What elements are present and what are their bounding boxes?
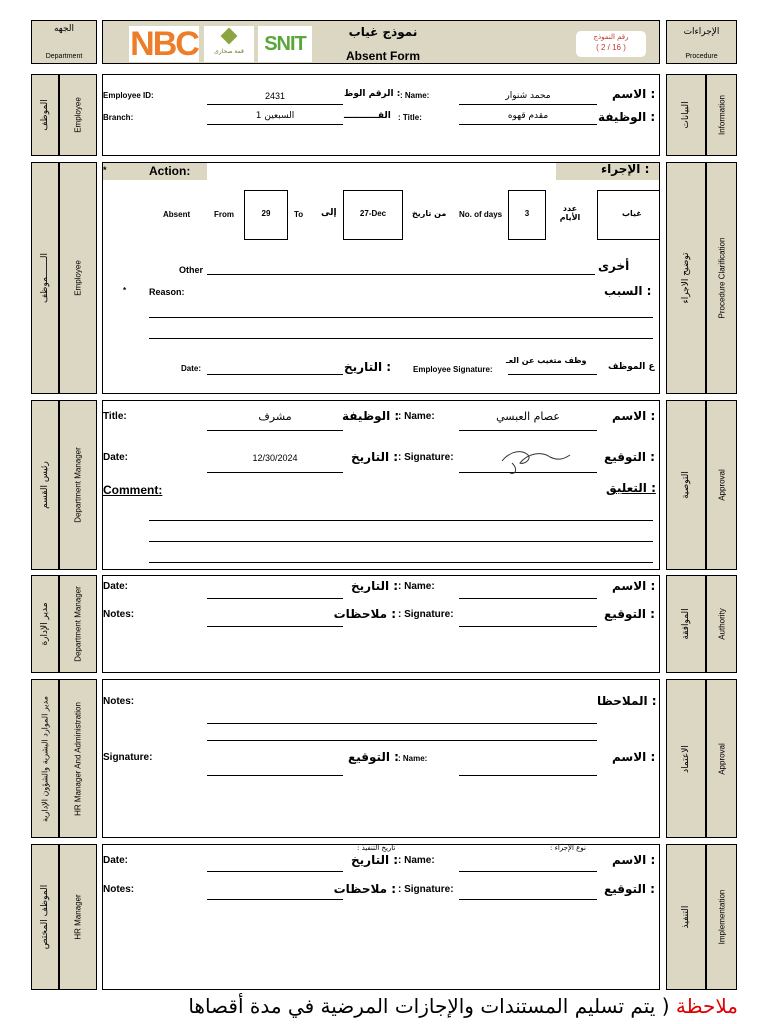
action-date-en: Date: bbox=[181, 364, 202, 373]
name-field[interactable] bbox=[459, 104, 597, 105]
impl-signature-ar: : التوقيع bbox=[604, 882, 655, 896]
dept-signature-en: : Signature: bbox=[398, 452, 454, 463]
footer-note bbox=[0, 992, 738, 1024]
impl-signature-field[interactable] bbox=[459, 899, 597, 900]
required-star: * bbox=[103, 165, 107, 175]
days-label: No. of days bbox=[459, 210, 503, 219]
logo-sahara: قمة صحارى bbox=[204, 26, 254, 62]
branch-label: Branch: bbox=[103, 113, 134, 122]
auth-right-ar: الموافقة bbox=[666, 575, 706, 673]
dept-comment-ar: : التعليق bbox=[606, 481, 656, 495]
title-value: مقدم قهوه bbox=[507, 111, 549, 121]
from-date-ar: من تاريخ bbox=[412, 209, 447, 218]
dept-date-ar: : التاريخ bbox=[351, 450, 399, 464]
name-value: محمد شنوار bbox=[505, 91, 551, 101]
action-ar: : الإجراء bbox=[601, 162, 650, 176]
days-field[interactable]: 3 bbox=[508, 190, 546, 240]
signature-note: وظف متغيب عن العـ bbox=[506, 356, 587, 365]
action-side-ar: الـــــــموظف bbox=[31, 162, 59, 394]
signature-ar: ع الموظف bbox=[608, 362, 655, 372]
auth-notes-en: Notes: bbox=[103, 609, 135, 620]
dept-name-ar: : الاسم bbox=[612, 409, 656, 423]
dept-name-field[interactable] bbox=[459, 430, 597, 431]
branch-ar: القـــــــــــ bbox=[344, 111, 391, 121]
hr-signature-ar: : التوقيع bbox=[348, 750, 399, 764]
impl-exec-date-ar: تاريخ التنفيذ : bbox=[357, 844, 396, 852]
dept-comment-en: Comment: bbox=[103, 483, 163, 497]
footer-note-text: ( يتم تسليم المستندات والإجازات المرضية في مدة أقصاها bbox=[188, 994, 670, 1018]
reason-ar: : السبب bbox=[604, 284, 652, 298]
dept-main bbox=[102, 400, 660, 570]
impl-action-type-ar: نوع الإجراء : bbox=[550, 844, 586, 852]
auth-right-en: Authority bbox=[706, 575, 737, 673]
to-en: To bbox=[294, 210, 304, 219]
logo-snit: SNIT bbox=[258, 26, 312, 62]
footer-note-label: ملاحظة bbox=[675, 994, 738, 1018]
handwritten-signature-icon bbox=[498, 443, 578, 477]
form-title-en: Absent Form bbox=[345, 49, 420, 63]
impl-date-ar: : التاريخ bbox=[351, 853, 399, 867]
auth-side-en: Department Manager bbox=[59, 575, 97, 673]
employee-signature-field[interactable] bbox=[508, 374, 597, 375]
title-ar: : الوظيفة bbox=[598, 110, 656, 124]
impl-right-en: Implementation bbox=[706, 844, 737, 990]
sahara-emblem-icon bbox=[221, 28, 238, 45]
action-right-ar: توضيح الاجراء bbox=[666, 162, 706, 394]
dept-right-ar: التوصية bbox=[666, 400, 706, 570]
dept-date-value: 12/30/2024 bbox=[252, 453, 298, 463]
impl-notes-en: Notes: bbox=[103, 884, 135, 895]
branch-value: السبعين 1 bbox=[255, 111, 295, 121]
auth-signature-ar: : التوقيع bbox=[604, 607, 655, 621]
hr-signature-field[interactable] bbox=[207, 775, 343, 776]
auth-notes-field[interactable] bbox=[207, 626, 343, 627]
reason-line-2[interactable] bbox=[149, 338, 653, 339]
reason-star: * bbox=[123, 286, 127, 295]
dept-right-en: Approval bbox=[706, 400, 737, 570]
employee-id-value: 2431 bbox=[264, 91, 286, 101]
hr-name-ar: : الاسم bbox=[612, 750, 656, 764]
hr-right-ar: الاعتماد bbox=[666, 679, 706, 838]
auth-name-ar: : الاسم bbox=[612, 579, 656, 593]
action-date-ar: : التاريخ bbox=[344, 360, 392, 374]
action-side-en: Employee bbox=[59, 162, 97, 394]
dept-title-value: مشرف bbox=[258, 410, 292, 423]
auth-name-field[interactable] bbox=[459, 598, 597, 599]
header-department-en: Department bbox=[45, 53, 83, 60]
title-field[interactable] bbox=[459, 124, 597, 125]
impl-notes-field[interactable] bbox=[207, 899, 343, 900]
name-ar: : الاسم bbox=[612, 87, 656, 101]
dept-signature-ar: : التوقيع bbox=[604, 450, 655, 464]
info-side-ar: الموظف bbox=[31, 74, 59, 156]
hr-name-en: : Name: bbox=[398, 754, 428, 763]
reason-en: Reason: bbox=[149, 287, 185, 297]
impl-name-en: : Name: bbox=[398, 855, 435, 866]
form-title-ar: نموذج غياب bbox=[348, 25, 418, 39]
logo-nbc: NBC bbox=[130, 25, 198, 63]
impl-date-field[interactable] bbox=[207, 871, 343, 872]
dept-title-en: Title: bbox=[103, 411, 127, 422]
impl-name-ar: : الاسم bbox=[612, 853, 656, 867]
to-date-field[interactable]: 27-Dec bbox=[343, 190, 403, 240]
hr-side-ar: مدير الموارد البشرية والشؤون الإدارية bbox=[31, 679, 59, 838]
hr-side-en: HR Manager And Administration bbox=[59, 679, 97, 838]
employee-signature-en: Employee Signature: bbox=[413, 365, 493, 374]
dept-date-field[interactable] bbox=[207, 472, 343, 473]
name-label: : Name: bbox=[400, 91, 430, 100]
comment-line-1[interactable] bbox=[149, 520, 653, 521]
impl-side-ar: الموظف المختص bbox=[31, 844, 59, 990]
dept-title-ar: : الوظيفة bbox=[342, 409, 400, 423]
dept-name-value: عصام العبسي bbox=[496, 410, 560, 423]
impl-side-en: HR Manager bbox=[59, 844, 97, 990]
impl-right-ar: التنفيذ bbox=[666, 844, 706, 990]
title-label: : Title: bbox=[398, 113, 422, 122]
employee-id-ar: : الرقم الوظ bbox=[344, 89, 401, 99]
dept-title-field[interactable] bbox=[207, 430, 343, 431]
action-date-field[interactable] bbox=[207, 374, 343, 375]
impl-notes-ar: : ملاحظات bbox=[333, 882, 396, 896]
auth-date-ar: : التاريخ bbox=[351, 579, 399, 593]
hr-right-en: Approval bbox=[706, 679, 737, 838]
other-ar: أخرى bbox=[598, 259, 630, 273]
auth-date-field[interactable] bbox=[207, 598, 343, 599]
auth-notes-ar: : ملاحظات bbox=[333, 607, 396, 621]
auth-signature-field[interactable] bbox=[459, 626, 597, 627]
employee-id-field[interactable] bbox=[207, 104, 343, 105]
header-title-cell bbox=[102, 20, 660, 64]
header-department-cell bbox=[31, 20, 97, 64]
absent-en: Absent bbox=[163, 210, 191, 219]
auth-side-ar: مدير الإدارة bbox=[31, 575, 59, 673]
dept-side-ar: رئيس القسم bbox=[31, 400, 59, 570]
other-en: Other bbox=[179, 265, 204, 275]
dept-side-en: Department Manager bbox=[59, 400, 97, 570]
employee-id-label: Employee ID: bbox=[103, 91, 154, 100]
hr-signature-en: Signature: bbox=[103, 752, 153, 763]
from-day-field[interactable]: 29 bbox=[244, 190, 288, 240]
branch-field[interactable] bbox=[207, 124, 343, 125]
other-field[interactable] bbox=[207, 274, 595, 275]
hr-name-field[interactable] bbox=[459, 775, 597, 776]
dept-name-en: : Name: bbox=[398, 411, 435, 422]
reason-line-1[interactable] bbox=[149, 317, 653, 318]
from-en: From bbox=[214, 210, 234, 219]
header-department-ar: الجهه bbox=[53, 24, 75, 34]
hr-notes-en: Notes: bbox=[103, 696, 135, 707]
impl-signature-en: : Signature: bbox=[398, 884, 454, 895]
auth-date-en: Date: bbox=[103, 581, 129, 592]
impl-name-field[interactable] bbox=[459, 871, 597, 872]
info-right-en: Information bbox=[706, 74, 737, 156]
action-label: Action: bbox=[149, 164, 191, 178]
header-procedure-cell: الإجراءات Procedure bbox=[666, 20, 737, 64]
hr-notes-line-1[interactable] bbox=[207, 723, 597, 724]
form-number-badge: رقم النموذج ( 2 / 16 ) bbox=[575, 30, 647, 58]
auth-name-en: : Name: bbox=[398, 581, 435, 592]
comment-line-2[interactable] bbox=[149, 541, 653, 542]
hr-notes-line-2[interactable] bbox=[207, 740, 597, 741]
impl-date-en: Date: bbox=[103, 855, 129, 866]
days-ar: عدد الأيام bbox=[559, 204, 581, 222]
info-right-ar: البيانات bbox=[666, 74, 706, 156]
action-right-en: Procedure Clarification bbox=[706, 162, 737, 394]
info-side-en: Employee bbox=[59, 74, 97, 156]
dept-date-en: Date: bbox=[103, 452, 129, 463]
auth-signature-en: : Signature: bbox=[398, 609, 454, 620]
to-ar: إلى bbox=[321, 208, 337, 218]
comment-line-3[interactable] bbox=[149, 562, 653, 563]
absent-ar-cell[interactable]: غياب bbox=[597, 190, 660, 240]
hr-notes-ar: : الملاحظا bbox=[597, 694, 657, 708]
